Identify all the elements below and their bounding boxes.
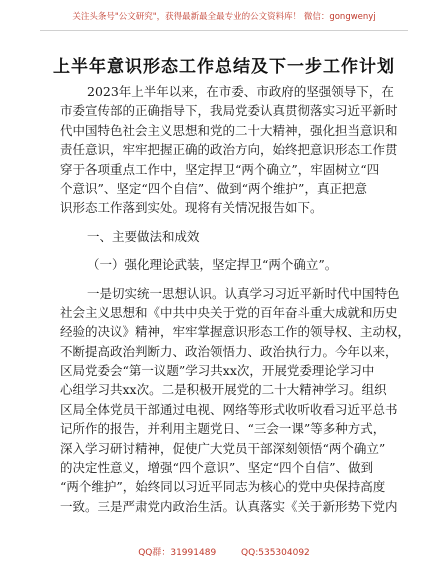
paragraph-line: 的决定性意义，增强“四个意识”、坚定“四个自信”、做到 [60,460,374,476]
paragraph-line: 责任意识，牢牢把握正确的政治方向，始终把意识形态工作贯 [60,142,398,158]
paragraph-line: 记所作的报告，并利用主题党日、“三会一课”等多种方式， [60,421,386,437]
paragraph-line: 识形态工作落到实处。现将有关情况报告如下。 [60,200,323,216]
subsection-heading: （一）强化理论武装，坚定捍卫“两个确立”。 [87,257,338,273]
paragraph-spacer [60,246,388,255]
footer-qq-group: QQ群：31991489 [138,548,217,558]
paragraph-line: “两个维护”，始终同以习近平同志为核心的党中央保持高度 [60,479,386,495]
header-promo-text: 关注头条号"公文研究"，获得最新最全最专业的公文资料库！ 微信：gongwenyj [72,12,376,22]
footer-contact [0,545,448,558]
header-divider [40,30,408,31]
paragraph-spacer [60,218,388,227]
paragraph-line: 代中国特色社会主义思想和党的二十大精神，强化担当意识和 [60,122,398,138]
paragraph-line: 2023年上半年以来，在市委、市政府的坚强领导下，在 [87,84,394,99]
paragraph-line: 不断提高政治判断力、政治领悟力、政治执行力。今年以来， [60,343,398,359]
paragraph-line: 经验的决议》精神，牢牢掌握意识形态工作的领导权、主动权， [60,324,411,340]
paragraph-line: 一是切实统一思想认识。认真学习习近平新时代中国特色 [87,285,400,301]
document-title: 上半年意识形态工作总结及下一步工作计划 [53,57,395,77]
paragraph-line: 穿于各项重点工作中，坚定捍卫“两个确立”，牢固树立“四 [60,161,380,177]
paragraph-line: 区局全体党员干部通过电视、网络等形式收听收看习近平总书 [60,401,398,417]
paragraph-line: 个意识”、坚定“四个自信”、做到“两个维护”，真正把意 [60,180,367,196]
paragraph-line: 市委宣传部的正确指导下，我局党委认真贯彻落实习近平新时 [60,103,398,119]
paragraph-line: 区局党委会“第一议题”学习共xx次，开展党委理论学习中 [60,363,375,379]
paragraph-line: 一致。三是严肃党内政治生活。认真落实《关于新形势下党内 [60,498,398,514]
footer-qq: QQ:535304092 [241,548,310,558]
section-heading: 一、主要做法和成效 [87,228,200,244]
paragraph-line: 深入学习研讨精神，促使广大党员干部深刻领悟“两个确立” [60,440,386,456]
paragraph-line: 心组学习共xx次。二是积极开展党的二十大精神学习。组织 [60,382,387,398]
document-body [60,82,411,516]
paragraph-line: 社会主义思想和《中共中央关于党的百年奋斗重大成就和历史 [60,304,398,320]
paragraph-spacer [60,275,388,284]
